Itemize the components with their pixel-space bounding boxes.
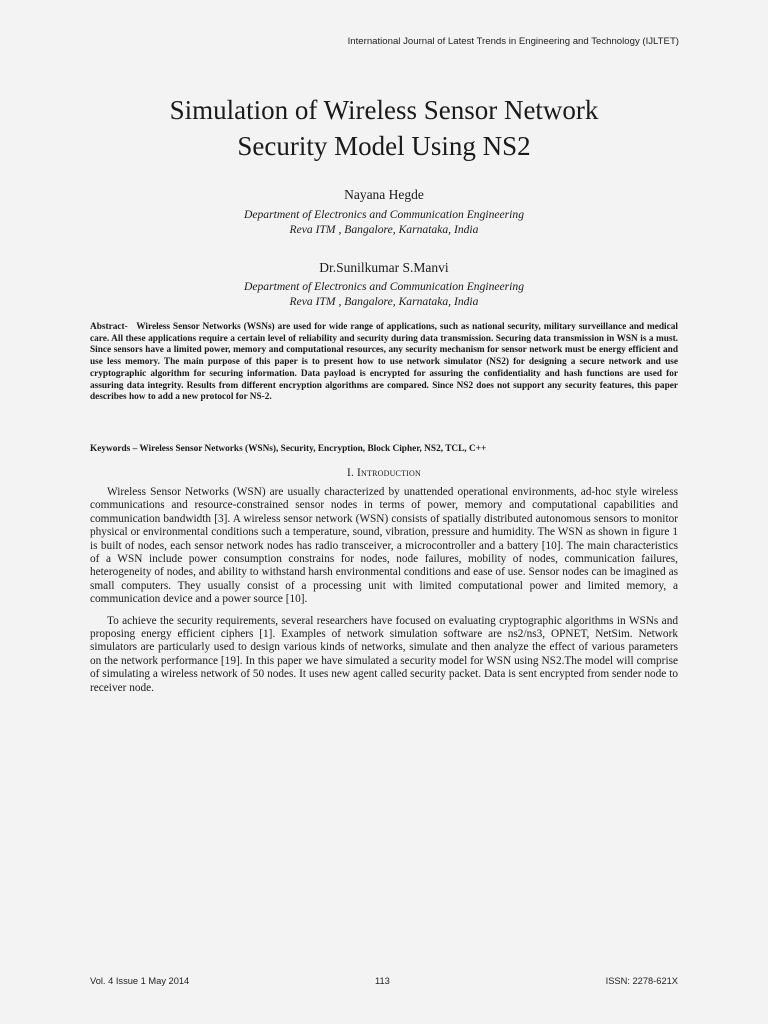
author-block-2: [0, 259, 768, 309]
section-title: Introduction: [357, 467, 421, 479]
abstract-label: Abstract-: [90, 322, 128, 332]
keywords: Keywords – Wireless Sensor Networks (WSNs), Security, Encryption, Block Cipher, NS2, TCL, C++: [90, 444, 487, 454]
footer-volume: Vol. 4 Issue 1 May 2014: [90, 976, 190, 986]
abstract: [90, 322, 678, 404]
paper-title: [0, 92, 768, 164]
section-heading: [0, 466, 768, 480]
author-affiliation-line-2: Reva ITM , Bangalore, Karnataka, India: [289, 222, 479, 236]
author-name: Nayana Hegde: [344, 187, 424, 202]
footer-page-number: 113: [375, 976, 390, 986]
author-affiliation-line-1: Department of Electronics and Communication Engineering: [243, 280, 525, 293]
section-number: I.: [347, 467, 355, 479]
author-block-1: [0, 186, 768, 237]
journal-header: International Journal of Latest Trends in Engineering and Technology (IJLTET): [347, 36, 679, 47]
author-affiliation-line-2: Reva ITM , Bangalore, Karnataka, India: [289, 294, 479, 308]
paper-title-line-2: Security Model Using NS2: [237, 131, 531, 161]
paragraph: Wireless Sensor Networks (WSN) are usually characterized by unattended operational environments, ad-hoc style wireless communications and resource-constrained sensor nodes in terms of power, memory and computational capabilities and communication bandwidth [3]. A wireless sensor network (WSN) consists of spatially distributed autonomous sensors to monitor physical or environmental conditions such a temperature, sound, vibration, pressure and humidity. The WSN as shown in figure 1 is built of nodes, each sensor network nodes has radio transceiver, a microcontroller and a battery [10]. The main characteristics of a WSN include power consumption constrains for nodes, node failures, mobility of nodes, communication failures, heterogeneity of nodes, and ability to withstand harsh environmental conditions and ease of use. Sensor nodes can be imagined as small computers. They usually consist of a processing unit with limited computational power and limited memory, a communication device and a power source [10].: [90, 486, 678, 606]
author-name: Dr.Sunilkumar S.Manvi: [319, 260, 449, 275]
author-affiliation-line-1: Department of Electronics and Communication Engineering: [243, 208, 525, 221]
body-text: [90, 486, 678, 695]
footer-issn: ISSN: 2278-621X: [605, 976, 678, 986]
paragraph: To achieve the security requirements, several researchers have focused on evaluating cryptographic algorithms in WSNs and proposing energy efficient ciphers [1]. Examples of network simulation software are ns2/ns3, OPNET, NetSim. Network simulators are particularly used to design various kinds of networks, simulate and then analyze the effect of various parameters on the network performance [19]. In this paper we have simulated a security model for WSN using NS2.The model will comprise of simulating a wireless network of 50 nodes. It uses new agent called security packet. Data is sent encrypted from sender node to receiver node.: [90, 614, 678, 694]
paper-title-line-1: Simulation of Wireless Sensor Network: [169, 95, 599, 125]
abstract-text: Wireless Sensor Networks (WSNs) are used for wide range of applications, such as national security, military surveillance and medical care. All these applications require a certain level of reliability and security during data transmission. Securing data transmission in WSN is a must. Since sensors have a limited power, memory and computational resources, any security mechanism for sensor network must be energy efficient and use less memory. The main purpose of this paper is to present how to use network simulator (NS2) for designing a secure network and use cryptographic algorithm for securing information. Data payload is encrypted for assuring the confidentiality and hash functions are used for assuring data integrity. Results from different encryption algorithms are compared. Since NS2 does not support any security features, this paper describes how to add a new protocol for NS-2.: [90, 322, 678, 403]
